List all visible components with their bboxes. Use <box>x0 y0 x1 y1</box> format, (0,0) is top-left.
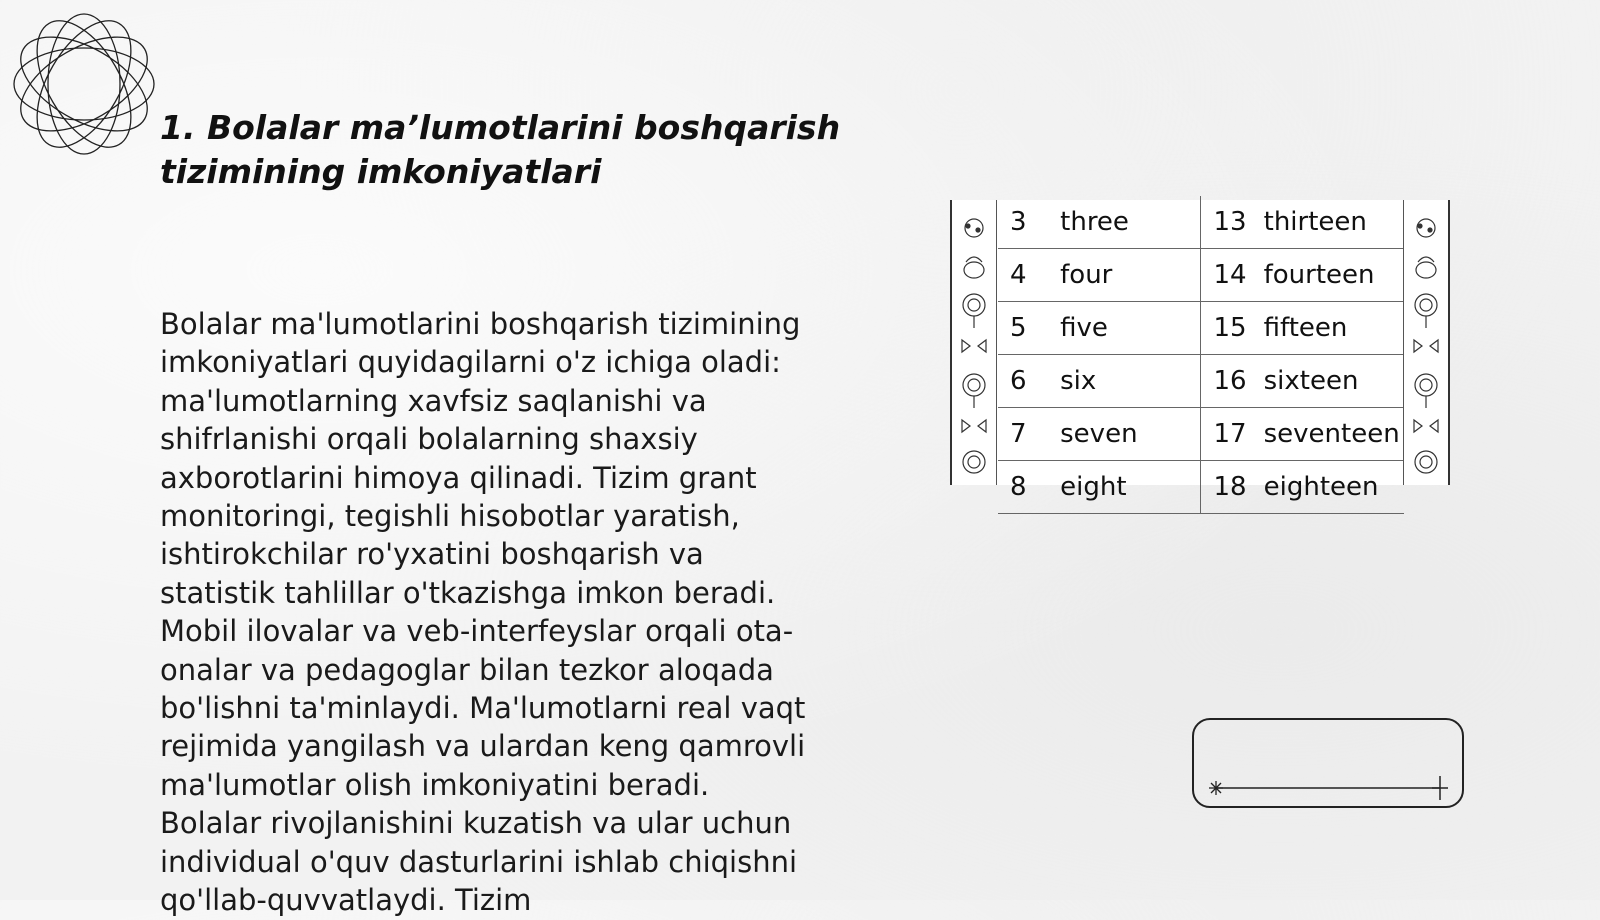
number-word: six <box>1060 355 1201 408</box>
timeline-decoration-box <box>1192 718 1464 808</box>
number-word: five <box>1060 302 1201 355</box>
number-digit: 15 <box>1201 302 1264 355</box>
number-word: seven <box>1060 408 1201 461</box>
number-word: eighteen <box>1264 461 1404 514</box>
slide-title: 1. Bolalar ma’lumotlarini boshqarish tizimining imkoniyatlari <box>160 108 841 191</box>
cross-icon <box>1432 776 1448 800</box>
number-digit: 5 <box>998 302 1060 355</box>
spirograph-logo-icon <box>10 10 158 158</box>
number-digit: 3 <box>998 196 1060 249</box>
number-digit: 7 <box>998 408 1060 461</box>
number-digit: 18 <box>1201 461 1264 514</box>
number-word: seventeen <box>1264 408 1404 461</box>
table-row <box>998 461 1404 514</box>
number-word: three <box>1060 196 1201 249</box>
number-digit: 6 <box>998 355 1060 408</box>
table-row <box>998 408 1404 461</box>
numbers-table <box>998 196 1404 514</box>
number-digit: 8 <box>998 461 1060 514</box>
number-word: fourteen <box>1264 249 1404 302</box>
number-word: four <box>1060 249 1201 302</box>
number-digit: 4 <box>998 249 1060 302</box>
right-decoration-column <box>1403 200 1448 485</box>
number-word: sixteen <box>1264 355 1404 408</box>
timeline-line <box>1194 720 1462 806</box>
left-decoration-column <box>952 200 997 485</box>
number-digit: 16 <box>1201 355 1264 408</box>
table-row <box>998 302 1404 355</box>
number-word: fifteen <box>1264 302 1404 355</box>
sparkle-icon <box>1209 781 1223 795</box>
numbers-worksheet-image <box>950 200 1450 502</box>
number-digit: 17 <box>1201 408 1264 461</box>
table-row <box>998 196 1404 249</box>
number-word: thirteen <box>1264 196 1404 249</box>
number-digit: 14 <box>1201 249 1264 302</box>
number-word: eight <box>1060 461 1201 514</box>
number-digit: 13 <box>1201 196 1264 249</box>
slide-body-text: Bolalar ma'lumotlarini boshqarish tizimining imkoniyatlari quyidagilarni o'z ichiga oladi: ma'lumotlarning xavfsiz saqlanishi va shifrlanishi orqali bolalarning shaxsiy axborotlarini himoya qilinadi. Tizim grant monitoringi, tegishli hisobotlar yaratish, ishtirokchilar ro'yxatini boshqarish va statistik tahlillar o'tkazishga imkon beradi. Mobil ilovalar va veb-interfeyslar orqali ota- onalar va pedagoglar bilan tezkor aloqada bo'lishni ta'minlaydi. Ma'lumotlarni real vaqt rejimida yangilash va ulardan keng qamrovli ma'lumotlar olish imkoniyatini beradi. Bolalar rivojlanishini kuzatish va ular uchun individual o'quv dasturlarini ishlab chiqishni qo'llab-quvvatlaydi. Tizim <box>160 307 806 918</box>
table-row <box>998 249 1404 302</box>
table-row <box>998 355 1404 408</box>
